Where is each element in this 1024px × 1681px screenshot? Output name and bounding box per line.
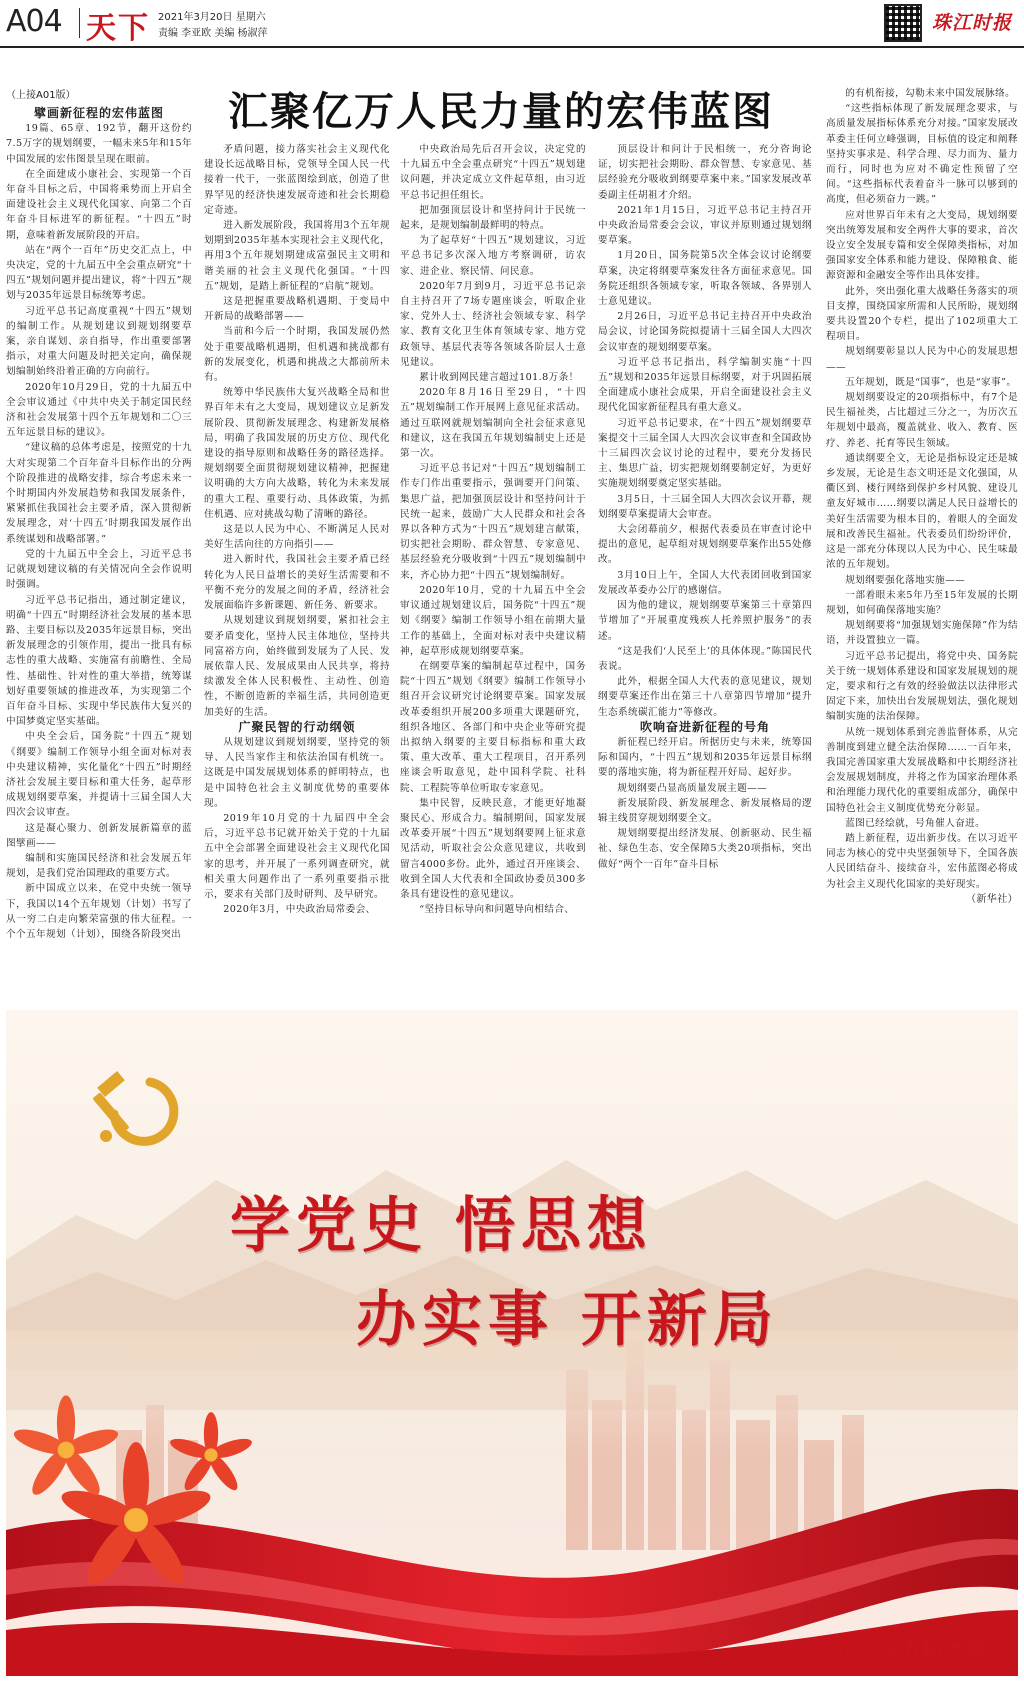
article-paragraph: 五年规划，既是“国事”，也是“家事”。 xyxy=(845,376,1017,388)
article-paragraph: 2020年7月到9月，习近平总书记亲自主持召开了7场专题座谈会，听取企业家、党外人士、经济社会领域专家、科学家、教育文化卫生体育领域专家、地方党政领导、基层代表等各领域各阶层人士意见建议。 xyxy=(400,280,586,368)
page-number: A04 xyxy=(6,4,62,39)
article-paragraph: 中央全会后，国务院“十四五”规划《纲要》编制工作领导小组全面对标对表中央建议精神，实化量化“十四五”时期经济社会发展主要目标和重大任务，起草形成规划纲要草案，并提请十三届全国人大四次会议审查。 xyxy=(6,731,192,819)
section-subhead: 吹响奋进新征程的号角 xyxy=(639,719,770,734)
article-headline: 汇聚亿万人民力量的宏伟蓝图 xyxy=(228,88,774,135)
article-paragraph: 编制和实施国民经济和社会发展五年规划，是我们党治国理政的重要方式。 xyxy=(6,852,192,880)
party-history-banner xyxy=(6,1010,1018,1676)
article-column-2 xyxy=(204,142,390,986)
article-paragraph: 这是凝心聚力、创新发展新篇章的蓝图擘画—— xyxy=(6,822,192,849)
article-paragraph: 应对世界百年未有之大变局，规划纲要突出统筹发展和安全两件大事的要求，首次设立安全发展专篇和安全保障类指标，对加强国家安全体系和能力建设、保障粮食、能源资源和金融安全等作出具体安排。 xyxy=(826,209,1018,282)
article-paragraph: 2月26日，习近平总书记主持召开中央政治局会议，讨论国务院拟提请十三届全国人大四次会议审查的规划纲要草案。 xyxy=(598,311,812,353)
article-column-5 xyxy=(826,86,1018,986)
article-paragraph: 2019年10月党的十九届四中全会后，习近平总书记就开始关于党的十九届五中全会部署全面建设社会主义现代化国家的思考，并开展了一系列调查研究，就相关重大问题作出了一系列重要指示批示，要求有关部门及时研判、及早研究。 xyxy=(204,812,390,900)
article-paragraph: 累计收到网民建言超过101.8万条！ xyxy=(419,372,579,384)
article-paragraph: 站在“两个一百年”历史交汇点上，中央决定，党的十九届五中全会重点研究“十四五”规划问题并提出建议，将“十四五”规划与2035年远景目标统筹考虑。 xyxy=(6,244,192,302)
article-paragraph: 2020年8月16日至29日，“十四五”规划编制工作开展网上意见征求活动。通过互联网就规划编制向全社会征求意见和建议，这在我国五年规划编制史上还是第一次。 xyxy=(400,387,586,460)
article-paragraph: 习近平总书记指出，科学编制实施“十四五”规划和2035年远景目标纲要，对于巩固拓展全面建成小康社会成果，开启全面建设社会主义现代化国家新征程具有重大意义。 xyxy=(598,356,812,414)
article-paragraph: 习近平总书记对“十四五”规划编制工作专门作出重要指示，强调要开门问策、集思广益，把加强顶层设计和坚持问计于民统一起来，鼓励广大人民群众和社会各界以各种方式为“十四五”规划建言献策，切实把社会期盼、群众智慧、专家意见、基层经验充分吸收到“十四五”规划编制中来，齐心协力把“十四五”规划编制好。 xyxy=(400,463,586,581)
article-paragraph: 规划纲要设定的20项指标中，有7个是民生福祉类，占比超过三分之一，为历次五年规划中最高，覆盖就业、收入、教育、医疗、养老、托育等民生领域。 xyxy=(826,392,1018,449)
slogan-line-2: 办实事 开新局 xyxy=(356,1285,779,1355)
article-paragraph: 习近平总书记提出，将党中央、国务院关于统一规划体系建设和国家发展规划的规定，要求和行之有效的经验做法以法律形式固定下来，加快出台发展规划法，强化规划编制实施的法治保障。 xyxy=(826,650,1018,723)
article-paragraph: 党的十九届五中全会上，习近平总书记就规划建议稿的有关情况向全会作说明时强调。 xyxy=(6,548,192,591)
article-paragraph: 因为他的建议，规划纲要草案第三十章第四节增加了“开展重度残疾人托养照护服务”的表述。 xyxy=(598,600,812,642)
article-paragraph: 顶层设计和问计于民相统一，充分咨询论证，切实把社会期盼、群众智慧、专家意见、基层经验充分吸收到纲要草案中来。”国家发展改革委副主任胡祖才介绍。 xyxy=(598,144,812,201)
article-paragraph: 从规划建议到规划纲要，坚持党的领导、人民当家作主和依法治国有机统一。这既是中国发展规划体系的鲜明特点，也是中国特色社会主义制度优势的重要体现。 xyxy=(204,736,390,809)
article-paragraph: “这是我们‘人民至上’的具体体现。”陈国民代表说。 xyxy=(598,645,812,672)
article-column-3 xyxy=(400,142,586,986)
article-paragraph: 当前和今后一个时期，我国发展仍然处于重要战略机遇期，但机遇和挑战都有新的发展变化，机遇和挑战之大都前所未有。 xyxy=(204,326,390,384)
article-paragraph: 此外，根据全国人大代表的意见建议，规划纲要草案还作出在第三十八章第四节增加“提升生态系统碳汇能力”等修改。 xyxy=(598,676,812,718)
article-paragraph: 习近平总书记指出，通过制定建议，明确“十四五”时期经济社会发展的基本思路、主要目标以及2035年远景目标，突出新发展理念的引领作用，提出一批具有标志性的重大战略、实施富有前瞻性、全局性、基础性、针对性的重大举措，统筹谋划好重要领域的推进改革，为实现第二个百年奋斗目标、实现中华民族伟大复兴的中国梦奠定坚实基础。 xyxy=(6,594,192,728)
article-paragraph: 3月5日，十三届全国人大四次会议开幕，规划纲要草案提请大会审查。 xyxy=(598,493,812,520)
article-paragraph: 规划纲要将“加强规划实施保障”作为结语，并设置独立一篇。 xyxy=(826,620,1018,647)
article-paragraph: 规划纲要强化落地实施—— xyxy=(845,574,966,586)
article-paragraph: 统筹中华民族伟大复兴战略全局和世界百年未有之大变局，规划建议立足新发展阶段、贯彻新发展理念、构建新发展格局，明确了我国发展的历史方位、现代化建设的指导原则和战略任务的路径选择。规划纲要全面贯彻规划建议精神，把握建议明确的大方向大战略，转化为未来发展的重大工程、重要行动、具体政策，为抓住机遇、应对挑战勾勒了清晰的路径。 xyxy=(204,387,390,520)
article-column-4 xyxy=(598,142,812,986)
article-paragraph: 2021年1月15日，习近平总书记主持召开中央政治局常委会会议，审议并原则通过规划纲要草案。 xyxy=(598,204,812,247)
article-paragraph: “这些指标体现了新发展理念要求，与高质量发展指标体系充分对接。”国家发展改革委主任何立峰强调，目标值的设定和阐释坚持实事求是、科学合理、尽力而为、量力而行，同时也为应对不确定性预留了空间。“这些指标代表着奋斗一脉可以够到的高度，但必须奋力一跳。” xyxy=(826,103,1018,206)
article-paragraph: 为了起草好“十四五”规划建议，习近平总书记多次深入地方考察调研，访农家、进企业、察民情、问民意。 xyxy=(400,235,586,277)
article-paragraph: 新中国成立以来，在党中央统一领导下，我国以14个五年规划（计划）书写了从一穷二白走向繁荣富强的伟大征程。一个个五年规划（计划），围绕各阶段突出 xyxy=(6,883,192,940)
article-paragraph: 习近平总书记高度重视“十四五”规划的编制工作。从规划建议到规划纲要草案，亲自谋划、亲自指导，作出重要部署指示，对重大问题及时把关定向，确保规划编制始终沿着正确的方向前行。 xyxy=(6,305,192,378)
article-paragraph: 规划纲要凸显高质量发展主题—— xyxy=(617,782,768,794)
section-subhead: 广聚民智的行动纲领 xyxy=(238,719,356,734)
article-paragraph: 从规划建议到规划纲要，紧扣社会主要矛盾变化，坚持人民主体地位，坚持共同富裕方向，始终做到发展为了人民、发展依靠人民、发展成果由人民共享，将持续激发全体人民积极性、主动性、创造性，不断创造新的幸福生活，共同创造更加美好的生活。 xyxy=(204,615,390,718)
issue-date: 2021年3月20日 星期六 xyxy=(158,12,266,23)
article-paragraph: 进入新发展阶段，我国将用3个五年规划期到2035年基本实现社会主义现代化，再用3个五年规划期建成富强民主文明和谐美丽的社会主义现代化强国。“十四五”规划，是踏上新征程的“启航”规划。 xyxy=(204,220,390,292)
article-paragraph: “坚持目标导向和问题导向相结合、 xyxy=(419,904,575,916)
article-paragraph: 习近平总书记要求，在“十四五”规划纲要草案提交十三届全国人大四次会议审查和全国政协十三届四次会议讨论的过程中，要充分发扬民主、集思广益，切实把规划纲要制定好，为更好实施规划纲要奠定坚实基础。 xyxy=(598,417,812,490)
article-paragraph: 新征程已经开启。所据历史与未来，统筹国际和国内，“十四五”规划和2035年远景目标纲要的落地实施，将为新征程开好局、起好步。 xyxy=(598,736,812,779)
article-paragraph: 19篇、65章、192节，翻开这份约7.5万字的规划纲要，一幅未来5年和15年中国发展的宏伟图景呈现在眼前。 xyxy=(6,123,192,165)
article-paragraph: 从统一规划体系到完善监督体系，从完善制度到建立健全法治保障……一百年来，我国完善国家重大发展战略和中长期经济社会发展规划制度，并将之作为国家治理体系和治理能力现代化的重要组成部分，确保中国特色社会主义制度优势充分彰显。 xyxy=(826,726,1018,814)
editor-credits: 责编 李亚欧 美编 杨淑萍 xyxy=(158,28,268,39)
article-byline: （新华社） xyxy=(966,893,1018,905)
article-paragraph: 踏上新征程，迈出新步伐。在以习近平同志为核心的党中央坚强领导下，全国各族人民团结奋斗、接续奋斗，宏伟蓝图必将成为社会主义现代化国家的美好现实。 xyxy=(826,832,1018,890)
article-paragraph: 矛盾问题，接力落实社会主义现代化建设长远战略目标，党领导全国人民一代接着一代干，一张蓝图绘到底，创造了世界罕见的经济快速发展奇迹和社会长期稳定奇迹。 xyxy=(204,144,390,216)
article-paragraph: 这是把握重要战略机遇期、于变局中开新局的战略部署—— xyxy=(204,296,390,323)
section-subhead: 擘画新征程的宏伟蓝图 xyxy=(33,106,164,120)
article-paragraph: 集中民智，反映民意，才能更好地凝聚民心、形成合力。编制期间，国家发展改革委开展“十四五”规划纲要网上征求意见活动，听取社会公众意见建议，共收到留言4000多份。此外，通过召开座谈会、收到全国人大代表和全国政协委员300多条具有建设性的意见建议。 xyxy=(400,797,586,900)
slogan-line-1: 学党史 悟思想 xyxy=(230,1191,653,1261)
masthead xyxy=(0,0,1024,48)
article-paragraph: 进入新时代，我国社会主要矛盾已经转化为人民日益增长的美好生活需要和不平衡不充分的发展之间的矛盾，经济社会发展面临许多新课题、新任务、新要求。 xyxy=(204,554,390,612)
article-paragraph: 新发展阶段、新发展理念、新发展格局的逻辑主线贯穿规划纲要全文。 xyxy=(598,797,812,824)
article-paragraph: 中央政治局先后召开会议，决定党的十九届五中全会重点研究“十四五”规划建议问题，并决定成立文件起草组，由习近平总书记担任组长。 xyxy=(400,144,586,201)
continued-note: （上接A01版） xyxy=(6,90,76,101)
article-paragraph: 2020年3月，中央政治局常委会、 xyxy=(223,904,376,916)
article-paragraph: 2020年10月29日，党的十九届五中全会审议通过《中共中央关于制定国民经济和社会发展第十四个五年规划和二〇三五年远景目标的建议》。 xyxy=(6,381,192,439)
article-paragraph: 规划纲要提出经济发展、创新驱动、民生福祉、绿色生态、安全保障5大类20项指标，突出做好“两个一百年”奋斗目标 xyxy=(598,828,812,870)
newspaper-logo: 珠江时报 xyxy=(932,12,1013,34)
masthead-divider xyxy=(79,8,80,38)
article-paragraph: 2020年10月，党的十九届五中全会审议通过规划建议后，国务院“十四五”规划《纲要》编制工作领导小组在前期大量工作的基础上，全面对标对表中央建议精神，起草形成规划纲要草案。 xyxy=(400,584,586,657)
article-paragraph: 大会闭幕前夕，根据代表委员在审查讨论中提出的意见，起草组对规划纲要草案作出55处修改。 xyxy=(598,524,812,566)
article-column-1 xyxy=(6,106,192,986)
article-paragraph: 把加强顶层设计和坚持问计于民统一起来，是规划编制最鲜明的特点。 xyxy=(400,204,586,232)
article-paragraph: “建议稿的总体考虑是，按照党的十九大对实现第二个百年奋斗目标作出的分两个阶段推进的战略安排，综合考虑未来一个时期国内外发展趋势和我国发展条件，紧紧抓住我国社会主要矛盾，深入贯彻新发展理念，对‘十四五’时期我国发展作出系统谋划和战略部署。” xyxy=(6,442,192,545)
article-paragraph: 的有机衔接，勾勒未来中国发展脉络。 xyxy=(845,88,1016,99)
article-paragraph: 3月10日上午，全国人大代表团回收到国家发展改革委办公厅的感谢信。 xyxy=(598,569,812,596)
party-emblem-icon xyxy=(92,1071,173,1142)
article-paragraph: 蓝图已经绘就，号角催人奋进。 xyxy=(845,817,986,829)
article-paragraph: 一部着眼未来5年乃至15年发展的长期规划，如何确保落地实施？ xyxy=(826,589,1018,616)
section-title: 天下 xyxy=(86,11,150,46)
article-paragraph: 通读纲要全文，无论是指标设定还是城乡发展，无论是生态文明还是文化强国，从衢区到、楼行网络到保护乡村风貌、建设儿童友好城市……纲要以满足人民日益增长的美好生活需要为根本目的，着眼人的全面发展和改善民生福祉。代表委员们纷纷评价，这是一部充分体现以人民为中心、民生味最浓的五年规划。 xyxy=(826,452,1018,571)
article-paragraph: 规划纲要彰显以人民为中心的发展思想—— xyxy=(826,346,1018,373)
article-paragraph: 在全面建成小康社会、实现第一个百年奋斗目标之后，中国将乘势而上开启全面建设社会主义现代化国家、向第二个百年奋斗目标进军的新征程。“十四五”时期，意味着新发展阶段的开启。 xyxy=(6,168,192,241)
qr-code-icon[interactable] xyxy=(884,4,922,42)
article-paragraph: 1月20日，国务院第5次全体会议讨论纲要草案，决定将纲要草案发往各方面征求意见。国务院还组织各领域专家，听取各领域、各界别人士意见建议。 xyxy=(598,250,812,308)
article-paragraph: 在纲要草案的编制起草过程中，国务院“十四五”规划《纲要》编制工作领导小组召开会议研究讨论纲要草案。国家发展改革委组织开展200多项重大课题研究，组织各地区、各部门和中央企业等研究提出拟纳入纲要的主要目标指标和重大政策、重大改革、重大工程项目，召开系列座谈会听取意见，赴中国科学院、社科院、工程院等单位听取专家意见。 xyxy=(400,660,586,794)
article-paragraph: 此外，突出强化重大战略任务落实的项目支撑，围绕国家所需和人民所盼，规划纲要共设置20个专栏，提出了102项重大工程项目。 xyxy=(826,285,1018,343)
article-paragraph: 这是以人民为中心、不断满足人民对美好生活向往的方向指引—— xyxy=(204,524,390,551)
sponsor-credit: 中共广东省委宣传部 xyxy=(840,1640,985,1658)
